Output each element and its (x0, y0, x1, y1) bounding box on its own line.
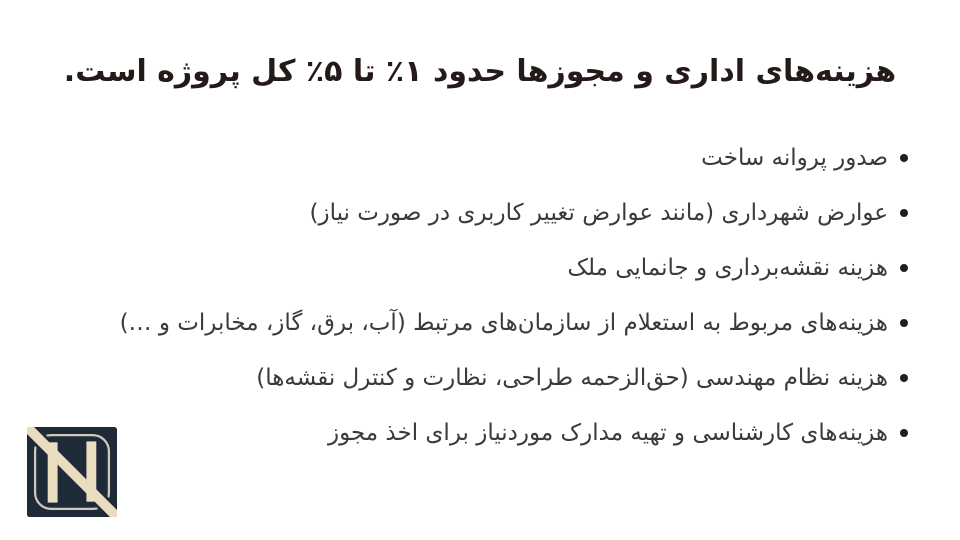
bullet-text: عوارض شهرداری (مانند عوارض تغییر کاربری در صورت نیاز) (309, 199, 888, 226)
bullet-item (30, 295, 908, 350)
bullet-item (30, 185, 908, 240)
bullet-item (30, 350, 908, 405)
bullet-dot-icon (900, 264, 908, 272)
bullet-item (30, 240, 908, 295)
logo (27, 427, 117, 517)
bullet-list (30, 130, 908, 460)
slide-title: هزینه‌های اداری و مجوزها حدود ۱٪ تا ۵٪ کل پروژه است. (63, 54, 897, 89)
bullet-text: هزینه نقشه‌برداری و جانمایی ملک (567, 254, 888, 281)
bullet-text: هزینه‌های مربوط به استعلام از سازمان‌های مرتبط (آب، برق، گاز، مخابرات و …) (119, 309, 888, 336)
bullet-dot-icon (900, 374, 908, 382)
bullet-text: صدور پروانه ساخت (701, 144, 888, 171)
bullet-text: هزینه نظام مهندسی (حق‌الزحمه طراحی، نظارت و کنترل نقشه‌ها) (256, 364, 888, 391)
bullet-item (30, 405, 908, 460)
bullet-dot-icon (900, 209, 908, 217)
bullet-dot-icon (900, 154, 908, 162)
bullet-dot-icon (900, 319, 908, 327)
bullet-text: هزینه‌های کارشناسی و تهیه مدارک موردنیاز برای اخذ مجوز (327, 419, 888, 446)
n-logo-icon (27, 427, 117, 517)
bullet-item (30, 130, 908, 185)
bullet-dot-icon (900, 429, 908, 437)
